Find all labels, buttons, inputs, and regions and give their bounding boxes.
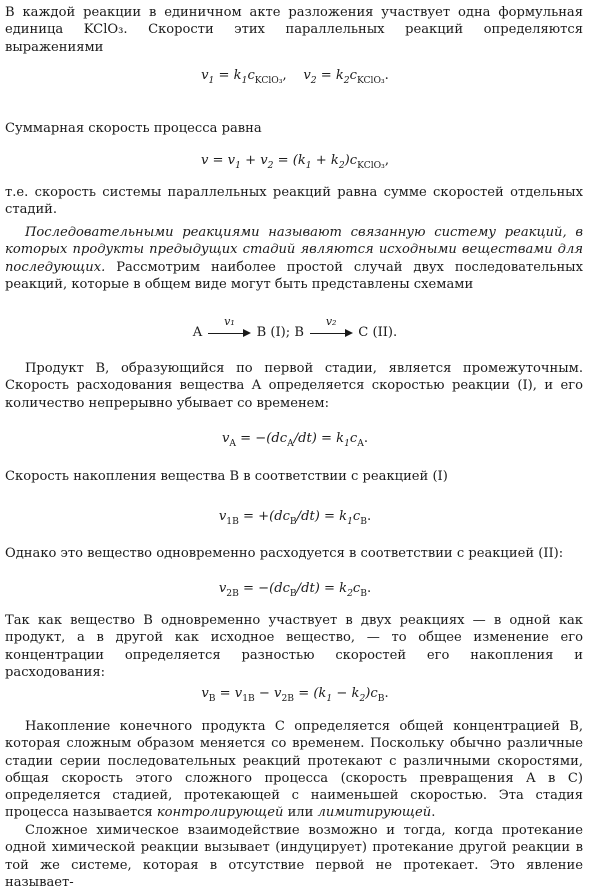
eq4-s1: 1B	[226, 516, 239, 527]
eq3-c: /dt) = k	[293, 431, 345, 446]
eq6-e: − k	[332, 686, 360, 701]
eq2-s1: 1	[235, 160, 241, 171]
consecutive-definition-italic: Последовательными реакциями называют связанную систему реакций, в которых продукты предыдущих стадий являются исходными веществами для последующих.	[5, 225, 583, 275]
eq2-e: )c	[344, 153, 358, 168]
eq5-c: /dt) = k	[296, 581, 348, 596]
eq2-s5: KClO₃	[357, 160, 385, 171]
eq5-s1: 2B	[226, 588, 239, 599]
paragraph-induced-reactions: Сложное химическое взаимодействие возможно и тогда, когда протекание одной химической реакции вызывает (индуцирует) протекание другой реакции в той же системе, которая в отсутствие первой не протекает. Это явление называет-	[5, 823, 583, 890]
limiting-stage-or: или	[283, 805, 318, 821]
eq5-d: c	[352, 581, 361, 596]
scheme-c: C (II).	[354, 325, 398, 340]
eq1-sep: ,	[282, 68, 304, 83]
eq2-c: = (k	[273, 153, 306, 168]
equation-parallel-rates	[0, 67, 590, 84]
eq5-e: .	[366, 581, 372, 596]
eq4-d: c	[352, 509, 361, 524]
eq1-c2-sub: KClO₃	[356, 75, 385, 86]
eq3-b: = −(dc	[235, 431, 288, 446]
eq1-v1-sub: 1	[208, 75, 215, 86]
eq4-b: = +(dc	[238, 509, 290, 524]
limiting-stage-text: Накопление конечного продукта C определяется общей концентрацией B, которая сложным образом меняется со временем. Поскольку обычно различные стадии серии последовательных реакций протекают с различными скоростями, общая скорость этого сложного процесса (скорость превращения A в C) определяется стадией, протекающей с наименьшей скоростью. Эта стадия процесса называется	[5, 719, 583, 821]
equation-net-rate-b	[0, 685, 590, 702]
eq4-c: /dt) = k	[296, 509, 348, 524]
eq6-a: v	[201, 686, 209, 701]
scheme-b: B (I); B	[252, 325, 309, 340]
paragraph-decomposition: В каждой реакции в единичном акте разложения участвует одна формульная единица KClO₃. Скорости этих параллельных реакций определяются выражениями	[5, 5, 583, 55]
reaction-scheme	[0, 314, 590, 341]
eq5-a: v	[218, 581, 227, 596]
eq4-s3: 1	[347, 516, 353, 527]
eq6-s2: 1B	[242, 693, 255, 704]
eq1-v2-sub: 2	[310, 75, 317, 86]
eq5-s2: B	[289, 588, 297, 599]
scheme-a: A	[192, 325, 207, 340]
eq6-s6: B	[377, 693, 385, 704]
term-limiting: лимитирующей	[317, 805, 432, 821]
equation-rate-2b	[0, 580, 590, 597]
eq2-f: ,	[384, 153, 390, 168]
eq1-k2-sub: 2	[343, 75, 350, 86]
eq2-d: + k	[311, 153, 339, 168]
equation-rate-a	[0, 430, 590, 447]
eq2-b: + v	[240, 153, 268, 168]
eq1-c1-sub: KClO₃	[254, 75, 283, 86]
eq5-b: = −(dc	[238, 581, 290, 596]
paragraph-accumulation: Скорость накопления вещества B в соответствии с реакцией (I)	[5, 469, 448, 484]
eq4-s2: B	[289, 516, 297, 527]
paragraph-limiting-stage	[5, 718, 583, 822]
eq5-s3: 2	[347, 588, 353, 599]
paragraph-total-rate: Суммарная скорость процесса равна	[5, 121, 262, 136]
consecutive-definition-rest: Рассмотрим наиболее простой случай двух последовательных реакций, которые в общем виде могут быть представлены схемами	[5, 259, 583, 292]
limiting-stage-end: .	[431, 805, 436, 821]
eq1-v2: v	[303, 68, 311, 83]
eq2-s2: 2	[267, 160, 274, 171]
paragraph-net-change: Так как вещество B одновременно участвует в двух реакциях — в одной как продукт, а в другой как исходное вещество, — то общее изменение его концентрации определяется разностью скоростей его накопления и расходования:	[5, 613, 583, 680]
eq3-a: v	[221, 431, 230, 446]
arrow-right-icon	[308, 314, 354, 339]
eq6-f: )c	[365, 686, 378, 701]
equation-total-rate	[0, 152, 590, 169]
eq3-e: .	[363, 431, 369, 446]
eq2-a: v = v	[200, 153, 236, 168]
eq1-k2: = k	[316, 68, 344, 83]
eq6-s4: 1	[326, 693, 333, 704]
eq6-s1: B	[208, 693, 216, 704]
equation-rate-1b	[0, 508, 590, 525]
eq2-s3: 1	[305, 160, 312, 171]
eq3-s3: 1	[344, 438, 350, 449]
eq3-s4: A	[357, 438, 364, 449]
eq1-end: .	[384, 68, 389, 83]
eq3-s1: A	[229, 438, 236, 449]
eq6-d: = (k	[294, 686, 327, 701]
arrow2-label: v₂	[325, 314, 337, 328]
eq1-k1: = k	[214, 68, 242, 83]
eq4-s4: B	[360, 516, 367, 527]
arrow-right-icon	[206, 314, 252, 339]
eq1-v1: v	[201, 68, 209, 83]
eq5-s4: B	[360, 588, 367, 599]
eq6-s5: 2	[359, 693, 366, 704]
paragraph-consumption: Однако это вещество одновременно расходуется в соответствии с реакцией (II):	[5, 546, 564, 561]
eq6-g: .	[384, 686, 389, 701]
eq3-d: c	[349, 431, 358, 446]
eq1-k1-sub: 1	[241, 75, 248, 86]
eq6-c: − v	[254, 686, 282, 701]
eq3-s2: A	[287, 438, 294, 449]
paragraph-parallel-sum: т.е. скорость системы параллельных реакций равна сумме скоростей отдельных стадий.	[5, 185, 583, 218]
eq6-b: = v	[215, 686, 243, 701]
term-controlling: контролирующей	[156, 805, 284, 821]
eq1-c2: c	[349, 68, 357, 83]
eq1-c1: c	[247, 68, 255, 83]
paragraph-intermediate: Продукт B, образующийся по первой стадии, является промежуточным. Скорость расходования вещества A определяется скоростью реакции (I), и его количество непрерывно убывает со временем:	[5, 361, 583, 411]
eq6-s3: 2B	[281, 693, 295, 704]
eq4-e: .	[366, 509, 372, 524]
eq2-s4: 2	[338, 160, 345, 171]
eq4-a: v	[218, 509, 227, 524]
paragraph-consecutive-definition	[5, 224, 583, 293]
arrow1-label: v₁	[224, 314, 235, 328]
